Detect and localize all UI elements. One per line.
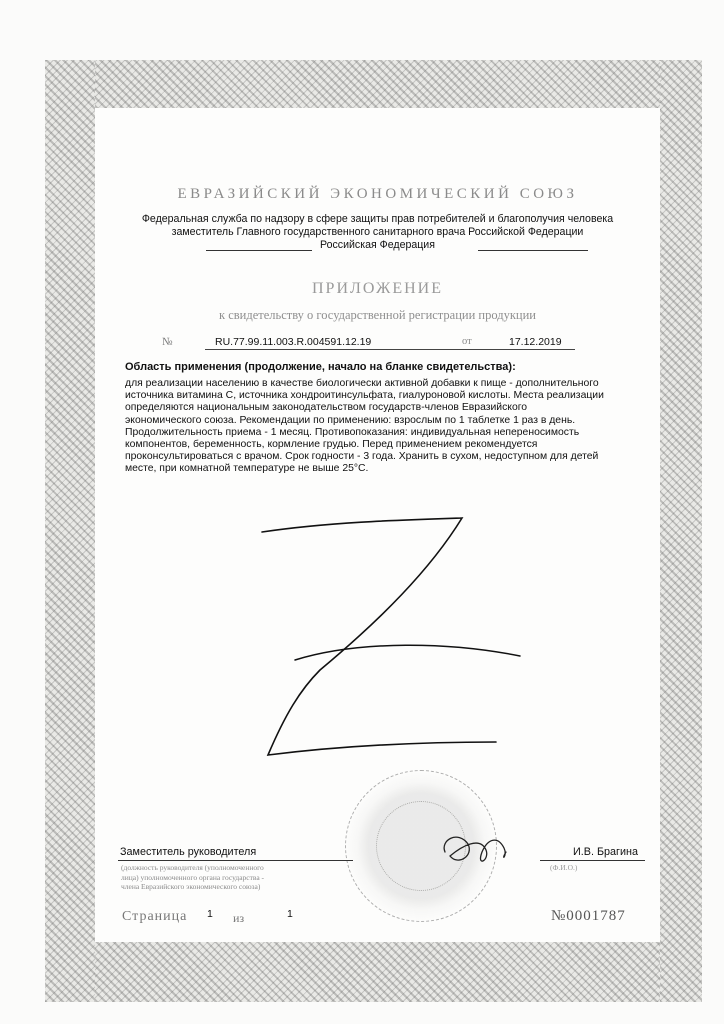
date-label: от [462,336,472,347]
name-caption: (Ф.И.О.) [550,863,578,872]
page-current: 1 [207,908,213,920]
caption-line: лица) уполномоченного органа государства - [121,872,265,882]
annex-subtitle: к свидетельству о государственной регистрации продукции [219,308,536,322]
serial-number: №0001787 [551,908,626,924]
scope-line: проконсультироваться с врачом. Срок годности - 3 года. Хранить в сухом, недоступном для детей [125,451,599,463]
scope-line: компонентов, беременность, кормление грудью. Перед применением рекомендуется [125,439,538,451]
signatory-name: И.В. Брагина [573,846,638,858]
divider [118,860,353,861]
scope-heading: Область применения (продолжение, начало на бланке свидетельства): [125,361,516,373]
signatory-caption [121,863,264,892]
annex-title: ПРИЛОЖЕНИЕ [311,280,443,297]
page-of-label: из [233,911,245,925]
divider [540,860,645,861]
number-mark: № [162,336,173,348]
caption-line: члена Евразийского экономического союза) [121,882,261,891]
certificate-date: 17.12.2019 [509,336,562,348]
agency-line: Российская Федерация [320,239,435,251]
signatory-title: Заместитель руководителя [120,846,257,858]
certificate-number: RU.77.99.11.003.R.004591.12.19 [215,336,372,348]
agency-line: заместитель Главного государственного санитарного врача Российской Федерации [171,226,584,238]
scope-line: для реализации населению в качестве биологически активной добавки к пище - дополнительного [125,378,599,389]
page-total: 1 [287,908,293,920]
scope-line: Продолжительность приема - 1 месяц. Противопоказания: индивидуальная непереносимость [125,426,580,438]
union-title: ЕВРАЗИЙСКИЙ ЭКОНОМИЧЕСКИЙ СОЮЗ [177,186,578,202]
scope-line: определяются национальным законодательством государств-членов Евразийского [125,402,528,414]
scope-line: источника витамина С, источника хондроитинсульфата, гиалуроновой кислоты. Места реализации [125,390,604,402]
agency-line: Федеральная служба по надзору в сфере защиты прав потребителей и благополучия человека [141,213,614,225]
caption-line: (должность руководителя (уполномоченного [121,863,264,872]
page-label: Страница [122,909,188,924]
scope-line: месте, при комнатной температуре не выше 25°С. [125,463,369,475]
scope-line: экономического союза. Рекомендации по применению: взрослым по 1 таблетке 1 раз в день. [125,414,576,426]
